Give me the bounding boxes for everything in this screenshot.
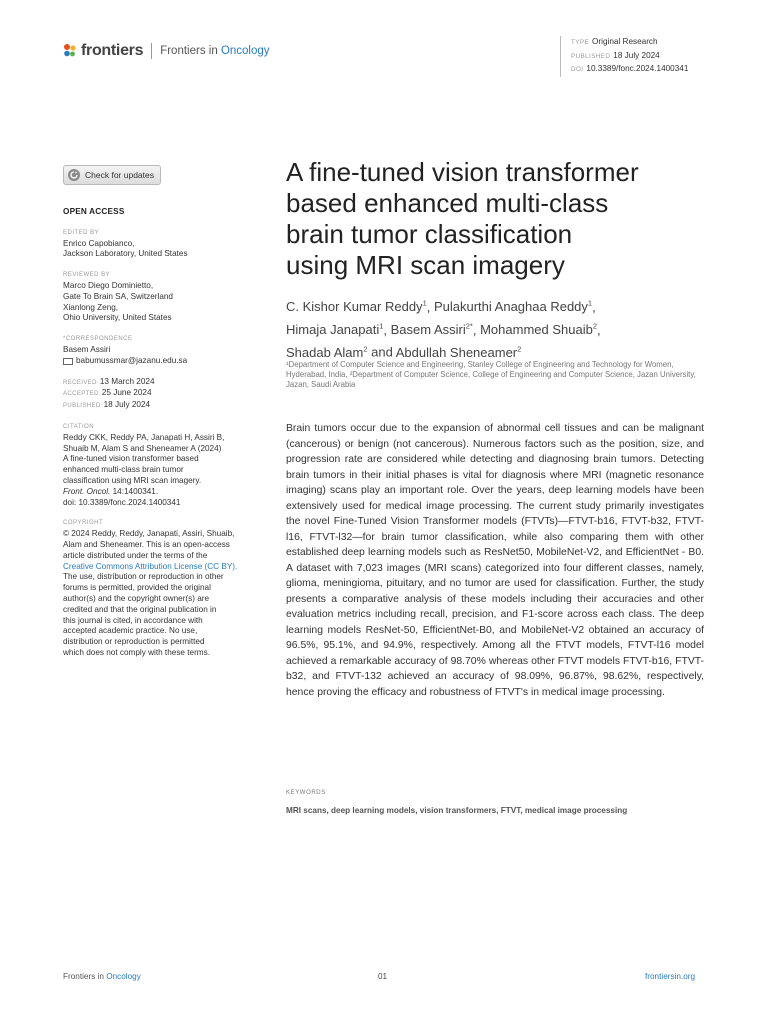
affiliations: ¹Department of Computer Science and Engineering, Stanley College of Engineering and Technology for Women, Hyderabad, India, ²Department of Computer Science, College of Engineering and Computer Science, Jazan University, Jazan, Saudi Arabia [286,360,696,390]
edited-by: Enrico Capobianco, Jackson Laboratory, United States [63,238,188,259]
citation: Reddy CKK, Reddy PA, Janapati H, Assiri B, Shuaib M, Alam S and Sheneamer A (2024) A fine-tuned vision transformer based enhanced multi-class brain tumor classification using MRI scan imagery. Front. Oncol. 14:1400341. doi: 10.3389/fonc.2024.1400341 [63,432,225,507]
article-meta [560,36,688,77]
site-link[interactable]: frontiersin.org [645,972,696,981]
copyright-label: COPYRIGHT [63,520,104,527]
edited-by-label: EDITED BY [63,229,100,236]
logo-divider [151,43,152,59]
abstract: Brain tumors occur due to the expansion of abnormal cell tissues and can be malignant (cancerous) or benign (not cancerous). Numerous factors such as the position, size, and progression rate are considered while detecting and diagnosing brain tumors. Detecting brain tumors in their initial phases is vital for diagnosis where MRI (magnetic resonance imaging) scans play an important role. Over the years, deep learning models have been extensively used for medical image processing. The current study primarily investigates the novel Fine-Tuned Vision Transformer models (FTVTs)—FTVT-b16, FTVT-b32, FTVT-l16, FTVT-l32—for brain tumor classification, while also comparing them with other established deep learning models such as ResNet50, MobileNet-V2, and EfficientNet - B0. A dataset with 7,023 images (MRI scans) categorized into four different classes, namely, glioma, meningioma, pituitary, and no tumor are used for classification. Further, the study presents a comparative analysis of these models including their accuracies and other evaluation metrics including recall, precision, and F1-score across each class. The deep learning models ResNet-50, EfficientNet-B0, and MobileNet-V2 obtained an accuracy of 96.5%, 95.1%, and 94.9%, respectively. Among all the FTVT models, FTVT-l16 model achieved a remarkable accuracy of 98.70% whereas other FTVT models FTVT-b16, FTVT-b32, and FTVT-132 achieved an accuracy of 98.09%, 96.87%, 98.62%, respectively, hence proving the efficacy and robustness of FTVT's in medical image processing. [286,423,704,698]
reviewed-by: Marco Diego Dominietto, Gate To Brain SA, Switzerland Xianlong Zeng, Ohio University, United States [63,280,173,323]
header-logo[interactable] [63,42,270,60]
footer-journal: Frontiers in Oncology [63,972,141,981]
author-list: C. Kishor Kumar Reddy$^1$, Pulakurthi Anaghaa Reddy$^1$, Himaja Janapati$^1$, Basem Assiri$^{2*}$, Mohammed Shuaib$^2$, Shadab Alam$^2$ and Abdullah Sheneamer$^2$ [286,299,601,360]
correspondence-email[interactable]: babumussmar@jazanu.edu.sa [63,356,263,367]
author[interactable]: Basem Assiri$^{2*}$ [390,321,473,337]
check-for-updates-button[interactable]: Check for updates [63,165,161,185]
citation-label: CITATION [63,423,95,430]
meta-type: TYPE Original Research [571,37,658,46]
page-number: 01 [378,972,388,981]
correspondence-label: *CORRESPONDENCE [63,336,133,343]
author[interactable]: Himaja Janapati$^1$ [286,321,384,337]
meta-published: PUBLISHED 18 July 2024 [571,50,660,60]
copyright: © 2024 Reddy, Reddy, Janapati, Assiri, Shuaib, Alam and Sheneamer. This is an open-access article distributed under the terms of the Creative Commons Attribution License (CC BY). The use, distribution or reproduction in other forums is permitted, provided the original author(s) and the copyright owner(s) are credited and that the original publication in this journal is cited, in accordance with accepted academic practice. No use, distribution or reproduction is permitted which does not comply with these terms. [63,529,263,659]
keywords: MRI scans, deep learning models, vision transformers, FTVT, medical image processing [286,806,628,815]
dates [63,377,263,412]
date-published: PUBLISHED 18 July 2024 [63,400,151,410]
refresh-icon [68,169,80,181]
journal-name: Frontiers in Oncology [160,45,270,57]
author[interactable]: C. Kishor Kumar Reddy$^1$ [286,299,427,315]
article-title: A fine-tuned vision transformer based enhanced multi-class brain tumor classification using MRI scan imagery [286,157,639,280]
author[interactable]: Abdullah Sheneamer$^2$ [395,344,522,360]
brand-name: frontiers [81,42,144,59]
author[interactable]: Mohammed Shuaib$^2$ [480,321,597,337]
keywords-label: KEYWORDS [286,790,326,796]
reviewed-by-label: REVIEWED BY [63,272,111,279]
author[interactable]: Pulakurthi Anaghaa Reddy$^1$ [433,299,593,315]
license-link[interactable]: Creative Commons Attribution License (CC BY). [63,561,238,571]
date-received: RECEIVED 13 March 2024 [63,376,155,386]
sidebar [63,207,263,659]
correspondence-name: Basem Assiri [63,344,111,354]
author[interactable]: Shadab Alam$^2$ [286,344,368,360]
date-accepted: ACCEPTED 25 June 2024 [63,388,152,398]
open-access-label: OPEN ACCESS [63,207,125,216]
meta-doi[interactable]: DOI 10.3389/fonc.2024.1400341 [571,64,689,73]
envelope-icon [63,358,73,365]
frontiers-logo-icon [63,43,77,59]
